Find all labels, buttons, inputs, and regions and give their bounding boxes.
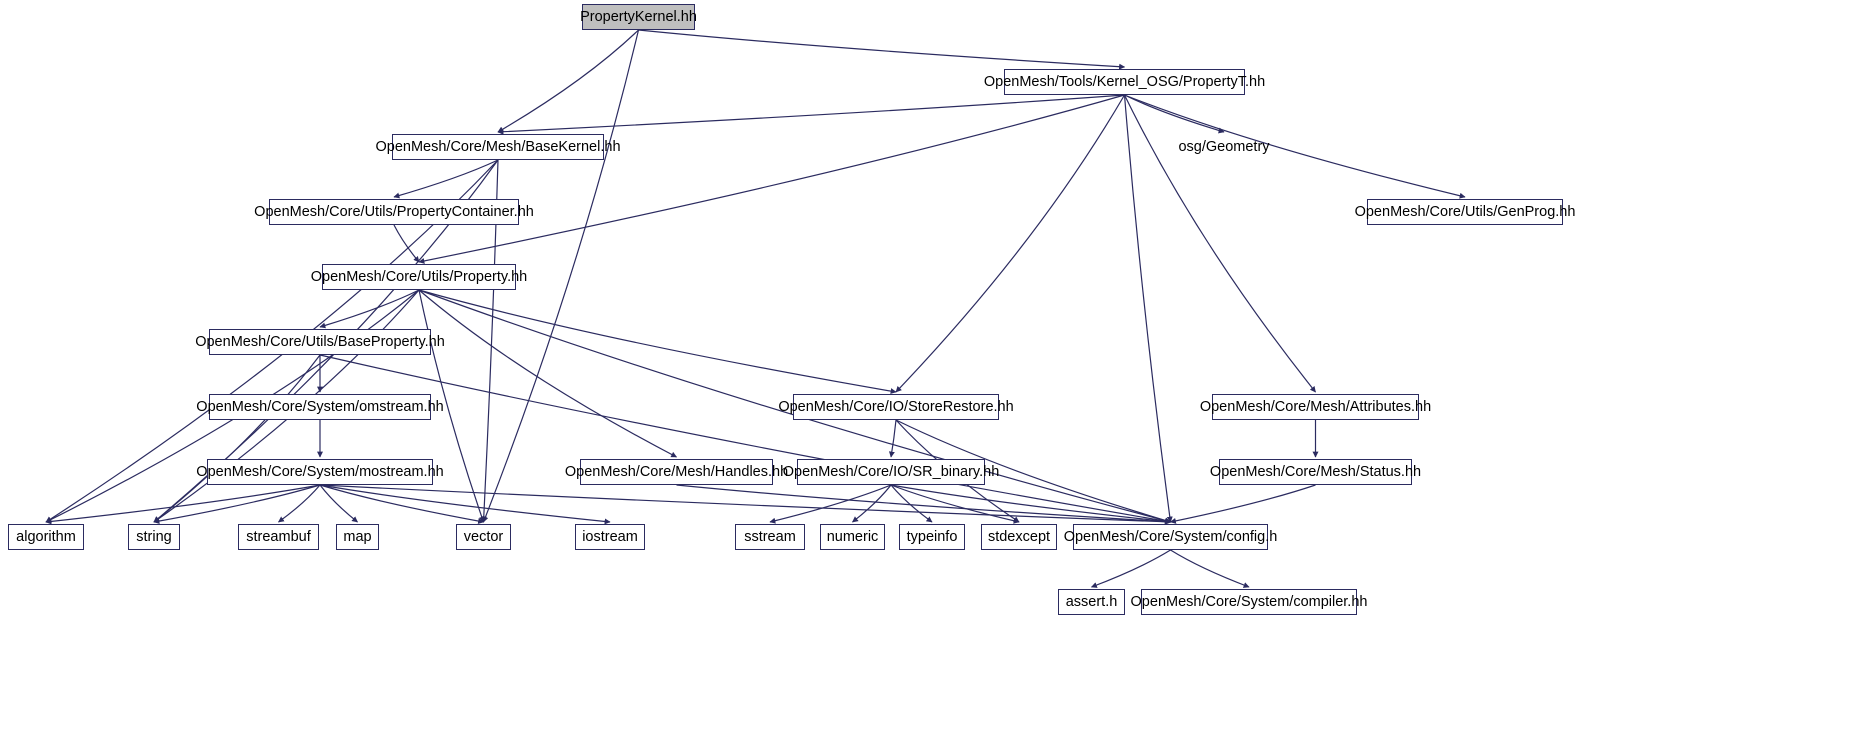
graph-edge: [320, 355, 1171, 522]
graph-node[interactable]: PropertyKernel.hh: [582, 4, 695, 30]
graph-edge: [1092, 550, 1171, 587]
graph-node[interactable]: OpenMesh/Core/Mesh/BaseKernel.hh: [392, 134, 604, 160]
graph-node[interactable]: OpenMesh/Core/Mesh/Attributes.hh: [1212, 394, 1419, 420]
graph-node[interactable]: OpenMesh/Core/System/config.h: [1073, 524, 1268, 550]
graph-node[interactable]: OpenMesh/Core/Mesh/Status.hh: [1219, 459, 1412, 485]
graph-node[interactable]: OpenMesh/Tools/Kernel_OSG/PropertyT.hh: [1004, 69, 1245, 95]
graph-node[interactable]: stdexcept: [981, 524, 1057, 550]
graph-edge: [1171, 550, 1250, 587]
graph-edge: [320, 485, 610, 522]
graph-node[interactable]: typeinfo: [899, 524, 965, 550]
graph-edge: [419, 95, 1125, 262]
graph-node[interactable]: OpenMesh/Core/Mesh/Handles.hh: [580, 459, 773, 485]
graph-node[interactable]: vector: [456, 524, 511, 550]
graph-node[interactable]: numeric: [820, 524, 885, 550]
graph-node[interactable]: algorithm: [8, 524, 84, 550]
graph-edge: [419, 290, 677, 457]
graph-edge: [853, 485, 892, 522]
graph-edge: [896, 95, 1125, 392]
graph-edge: [394, 225, 419, 262]
graph-node[interactable]: assert.h: [1058, 589, 1125, 615]
graph-node[interactable]: OpenMesh/Core/Utils/PropertyContainer.hh: [269, 199, 519, 225]
graph-node[interactable]: string: [128, 524, 180, 550]
graph-edge: [1171, 485, 1316, 522]
graph-edge: [320, 290, 419, 327]
graph-edge: [891, 485, 1019, 522]
graph-node[interactable]: sstream: [735, 524, 805, 550]
graph-node[interactable]: OpenMesh/Core/Utils/GenProg.hh: [1367, 199, 1563, 225]
graph-node[interactable]: osg/Geometry: [1178, 138, 1270, 155]
graph-edge: [320, 485, 484, 522]
graph-node[interactable]: OpenMesh/Core/IO/StoreRestore.hh: [793, 394, 999, 420]
graph-edge: [498, 30, 639, 132]
graph-edge: [394, 160, 498, 197]
graph-edge: [1125, 95, 1171, 522]
graph-node[interactable]: OpenMesh/Core/Utils/BaseProperty.hh: [209, 329, 431, 355]
graph-node[interactable]: OpenMesh/Core/System/compiler.hh: [1141, 589, 1357, 615]
graph-node[interactable]: OpenMesh/Core/System/mostream.hh: [207, 459, 433, 485]
graph-node[interactable]: OpenMesh/Core/IO/SR_binary.hh: [797, 459, 985, 485]
graph-node[interactable]: map: [336, 524, 379, 550]
graph-edge: [770, 485, 891, 522]
graph-node[interactable]: streambuf: [238, 524, 319, 550]
graph-node[interactable]: iostream: [575, 524, 645, 550]
graph-edge: [639, 30, 1125, 67]
graph-node[interactable]: OpenMesh/Core/System/omstream.hh: [209, 394, 431, 420]
graph-node[interactable]: OpenMesh/Core/Utils/Property.hh: [322, 264, 516, 290]
graph-edge: [498, 95, 1125, 132]
graph-edge: [891, 420, 896, 457]
